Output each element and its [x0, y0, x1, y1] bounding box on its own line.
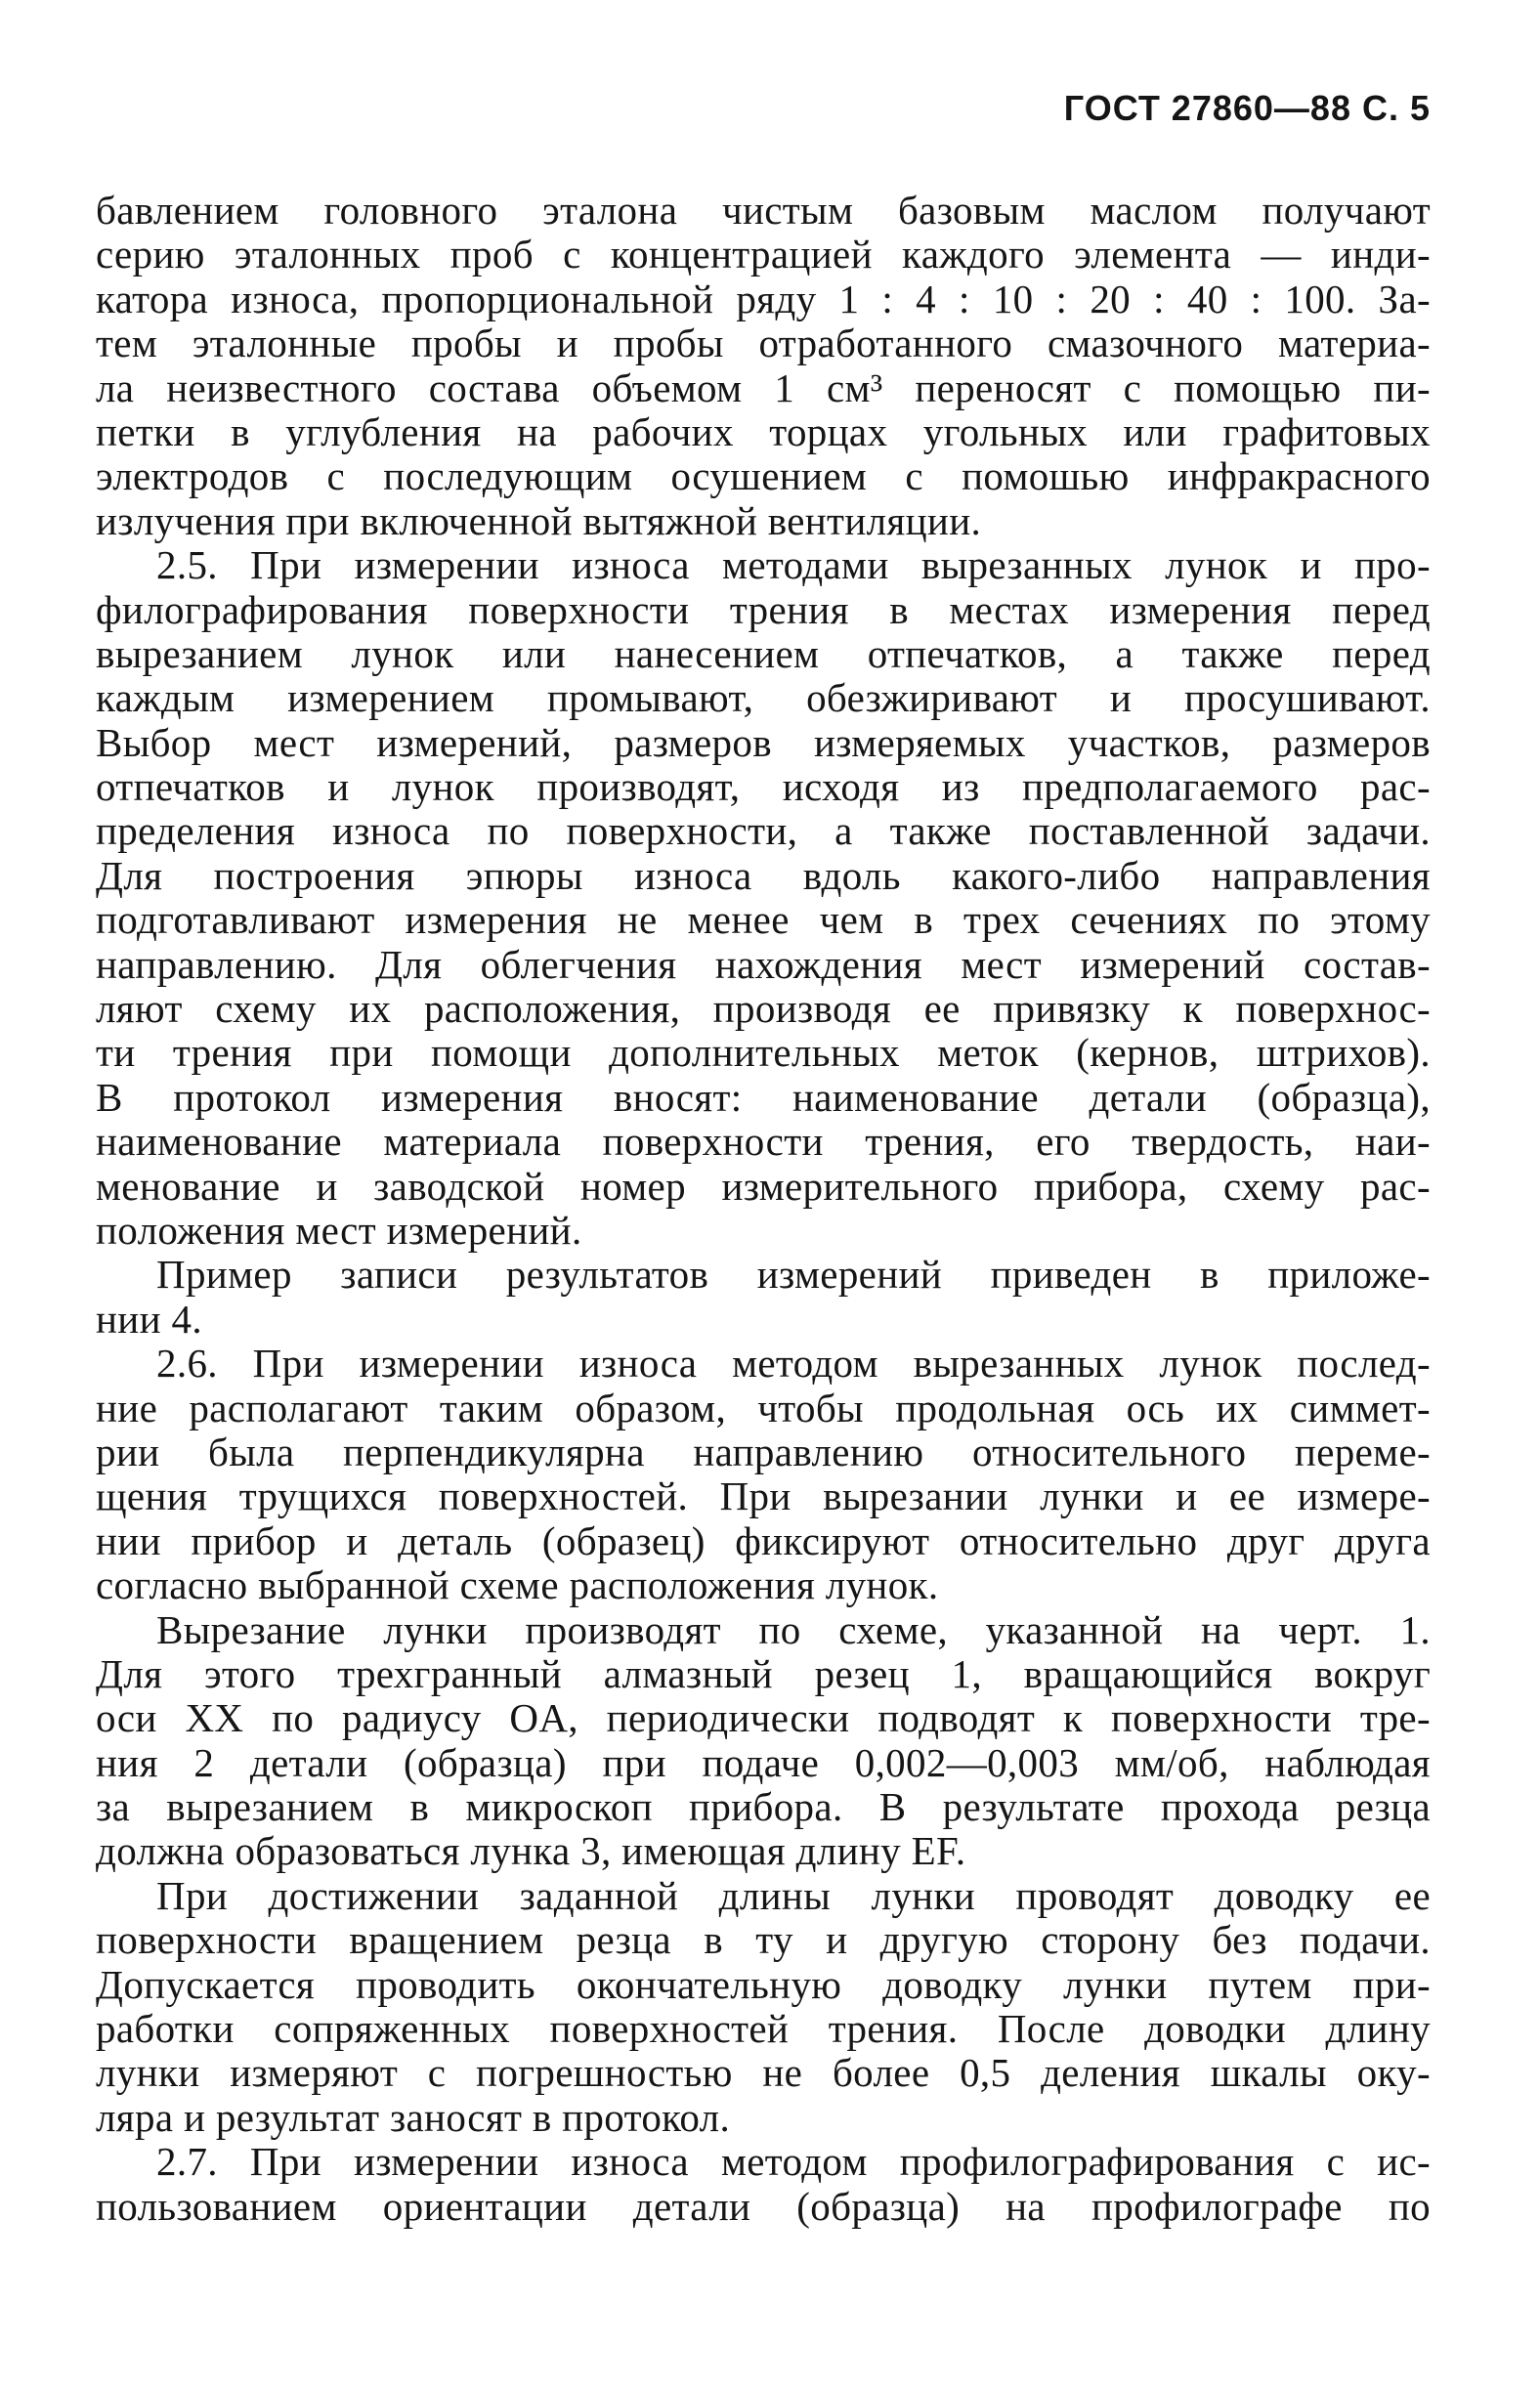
- paragraph: [96, 1342, 1431, 1607]
- text-line: 2.7. При измерении износа методом профилографирования с ис-: [156, 2139, 1431, 2185]
- text-line: катора износа, пропорциональной ряду 1 : 4 : 10 : 20 : 40 : 100. За-: [96, 276, 1431, 321]
- text-line: ляют схему их расположения, производя ее привязку к поверхнос-: [96, 986, 1431, 1032]
- text-line: работки сопряженных поверхностей трения. После доводки длину: [96, 2006, 1431, 2052]
- text-line: оси XX по радиусу OA, периодически подводят к поверхности тре-: [96, 1695, 1431, 1741]
- text-line: подготавливают измерения не менее чем в трех сечениях по этому: [96, 897, 1431, 943]
- text-line: нии прибор и деталь (образец) фиксируют относительно друг друга: [96, 1517, 1431, 1563]
- text-line: В протокол измерения вносят: наименование детали (образца),: [96, 1074, 1431, 1120]
- text-line: положения мест измерений.: [96, 1207, 582, 1253]
- text-line: Для этого трехгранный алмазный резец 1, вращающийся вокруг: [96, 1650, 1431, 1696]
- text-line: серию эталонных проб с концентрацией каждого элемента — инди-: [96, 232, 1431, 277]
- text-line: бавлением головного эталона чистым базовым маслом получают: [96, 188, 1431, 233]
- text-line: тем эталонные пробы и пробы отработанного смазочного материа-: [96, 320, 1431, 366]
- text-line: ляра и результат заносят в протокол.: [96, 2094, 731, 2140]
- text-line: электродов с последующим осушением с помошью инфракрасного: [96, 453, 1431, 499]
- paragraph: [96, 2140, 1431, 2229]
- text-line: петки в углубления на рабочих торцах угольных или графитовых: [96, 408, 1431, 454]
- text-line: отпечатков и лунок производят, исходя из предполагаемого рас-: [96, 764, 1431, 810]
- paragraph: [96, 543, 1431, 1253]
- text-line: поверхности вращением резца в ту и другую сторону без подачи.: [96, 1917, 1431, 1963]
- paragraph: [96, 1874, 1431, 2140]
- paragraph: [96, 1608, 1431, 1874]
- text-line: Для построения эпюры износа вдоль какого-либо направления: [96, 852, 1431, 898]
- text-line: филографирования поверхности трения в местах измерения перед: [96, 586, 1431, 632]
- text-line: Выбор мест измерений, размеров измеряемых участков, размеров: [96, 719, 1431, 765]
- text-line: лунки измеряют с погрешностью не более 0,5 деления шкалы оку-: [96, 2050, 1431, 2096]
- text-line: ла неизвестного состава объемом 1 см³ переносят с помощью пи-: [96, 364, 1431, 410]
- text-line: пользованием ориентации детали (образца) на профилографе по: [96, 2183, 1431, 2229]
- text-line: менование и заводской номер измерительного прибора, схему рас-: [96, 1163, 1431, 1209]
- text-line: ния 2 детали (образца) при подаче 0,002—0,003 мм/об, наблюдая: [96, 1739, 1431, 1785]
- text-line: направлению. Для облегчения нахождения мест измерений состав-: [96, 941, 1431, 987]
- text-line: должна образоваться лунка 3, имеющая длину EF.: [96, 1828, 966, 1874]
- text-line: каждым измерением промывают, обезжиривают и просушивают.: [96, 675, 1431, 721]
- text-line: пределения износа по поверхности, а также поставленной задачи.: [96, 808, 1431, 854]
- text-line: излучения при включенной вытяжной вентиляции.: [96, 497, 982, 543]
- text-line: за вырезанием в микроскоп прибора. В результате прохода резца: [96, 1784, 1431, 1830]
- text-line: 2.5. При измерении износа методами вырезанных лунок и про-: [156, 542, 1431, 588]
- text-line: вырезанием лунок или нанесением отпечатков, а также перед: [96, 630, 1431, 676]
- text-line: ти трения при помощи дополнительных меток (кернов, штрихов).: [96, 1030, 1431, 1076]
- text-line: Вырезание лунки производят по схеме, указанной на черт. 1.: [156, 1606, 1431, 1652]
- paragraph: [96, 189, 1431, 543]
- document-body: [96, 189, 1431, 2229]
- text-line: наименование материала поверхности трения, его твердость, наи-: [96, 1119, 1431, 1165]
- text-line: рии была перпендикулярна направлению относительного переме-: [96, 1429, 1431, 1474]
- text-line: нии 4.: [96, 1296, 202, 1342]
- text-line: Пример записи результатов измерений приведен в приложе-: [156, 1252, 1431, 1298]
- text-line: При достижении заданной длины лунки проводят доводку ее: [156, 1872, 1431, 1918]
- text-line: согласно выбранной схеме расположения лунок.: [96, 1562, 939, 1608]
- paragraph: [96, 1253, 1431, 1342]
- page-header: ГОСТ 27860—88 С. 5: [1063, 88, 1431, 128]
- text-line: 2.6. При измерении износа методом вырезанных лунок послед-: [156, 1341, 1431, 1387]
- text-line: Допускается проводить окончательную доводку лунки путем при-: [96, 1961, 1431, 2007]
- text-line: ние располагают таким образом, чтобы продольная ось их симмет-: [96, 1385, 1431, 1430]
- text-line: щения трущихся поверхностей. При вырезании лунки и ее измере-: [96, 1473, 1431, 1519]
